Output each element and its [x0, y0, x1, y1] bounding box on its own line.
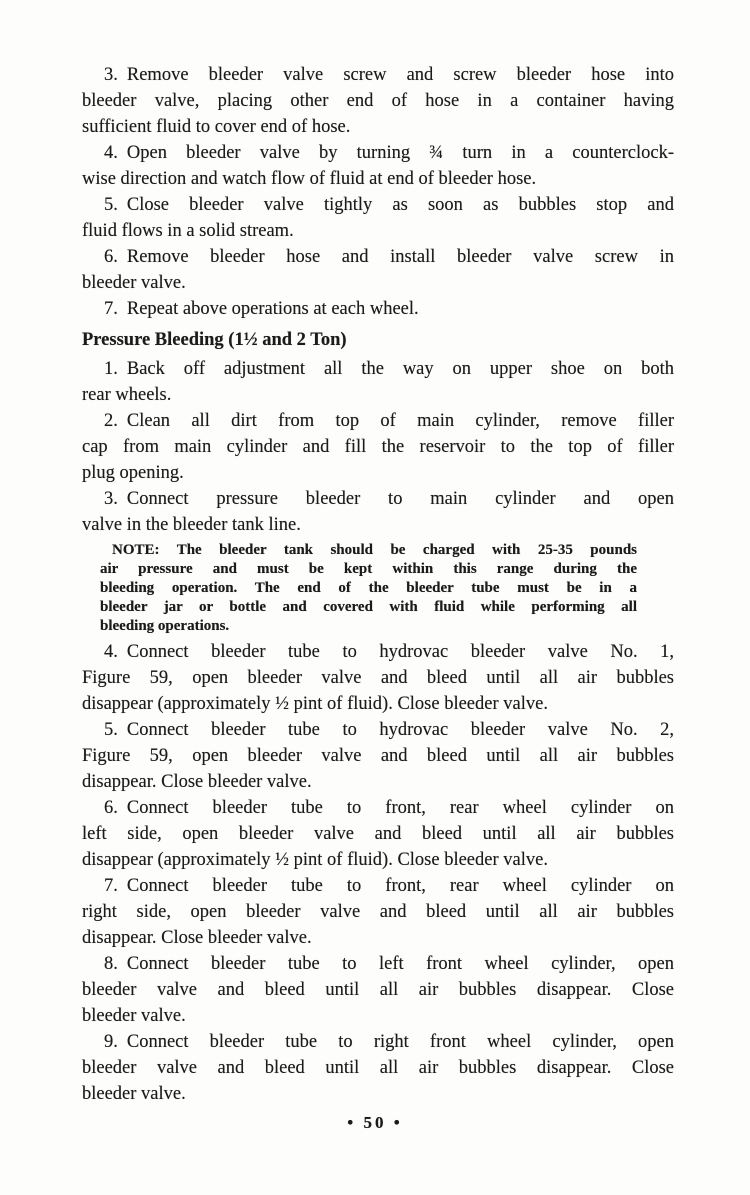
text-line: left side, open bleeder valve and bleed until all air bubbles: [82, 824, 674, 844]
text-line: plug opening.: [82, 463, 184, 483]
step-number: 5.: [104, 195, 118, 215]
text-line: 5. Connect bleeder tube to hydrovac bleeder valve No. 2,: [104, 720, 674, 740]
step-number: 6.: [104, 247, 118, 267]
text-line: 4. Connect bleeder tube to hydrovac bleeder valve No. 1,: [104, 642, 674, 662]
step-paragraph: [82, 795, 674, 873]
text-line: NOTE: The bleeder tank should be charged with 25-35 pounds: [112, 542, 637, 558]
text-line: disappear. Close bleeder valve.: [82, 772, 312, 792]
step-paragraph: [82, 717, 674, 795]
text-line: cap from main cylinder and fill the reservoir to the top of filler: [82, 437, 674, 457]
text-line: bleeder jar or bottle and covered with fluid while performing all: [100, 599, 637, 615]
page-number: • 50 •: [347, 1113, 403, 1132]
text-line: 7. Repeat above operations at each wheel.: [104, 299, 419, 319]
section-heading: [82, 327, 674, 353]
text-line: bleeding operations.: [100, 618, 230, 634]
step-paragraph: [82, 192, 674, 244]
text-line: 6. Connect bleeder tube to front, rear wheel cylinder on: [104, 798, 674, 818]
step-number: 6.: [104, 798, 118, 818]
text-line: air pressure and must be kept within this range during the: [100, 561, 637, 577]
text-line: 6. Remove bleeder hose and install bleeder valve screw in: [104, 247, 674, 267]
step-number: 8.: [104, 954, 118, 974]
step-paragraph: [82, 62, 674, 140]
step-number: 3.: [104, 489, 118, 509]
step-paragraph: [82, 873, 674, 951]
step-number: 3.: [104, 65, 118, 85]
text-line: Figure 59, open bleeder valve and bleed until all air bubbles: [82, 668, 674, 688]
step-paragraph: [82, 244, 674, 296]
text-line: 3. Connect pressure bleeder to main cylinder and open: [104, 489, 674, 509]
step-number: 7.: [104, 876, 118, 896]
text-line: disappear. Close bleeder valve.: [82, 928, 312, 948]
step-paragraph: [82, 951, 674, 1029]
text-line: disappear (approximately ½ pint of fluid). Close bleeder valve.: [82, 694, 548, 714]
step-paragraph: [82, 356, 674, 408]
text-line: 8. Connect bleeder tube to left front wheel cylinder, open: [104, 954, 674, 974]
text-line: bleeding operation. The end of the bleeder tube must be in a: [100, 580, 637, 596]
text-line: bleeder valve, placing other end of hose in a container having: [82, 91, 674, 111]
step-paragraph: [82, 296, 674, 322]
step-number: 4.: [104, 642, 118, 662]
step-paragraph: [82, 140, 674, 192]
page-body: [82, 62, 674, 1107]
text-line: sufficient fluid to cover end of hose.: [82, 117, 351, 137]
text-line: bleeder valve.: [82, 1006, 186, 1026]
step-number: 4.: [104, 143, 118, 163]
text-line: Pressure Bleeding (1½ and 2 Ton): [82, 330, 347, 350]
text-line: bleeder valve and bleed until all air bubbles disappear. Close: [82, 1058, 674, 1078]
step-number: 1.: [104, 359, 118, 379]
text-line: 2. Clean all dirt from top of main cylinder, remove filler: [104, 411, 674, 431]
text-line: wise direction and watch flow of fluid at end of bleeder hose.: [82, 169, 537, 189]
step-paragraph: [82, 486, 674, 538]
text-line: bleeder valve and bleed until all air bubbles disappear. Close: [82, 980, 674, 1000]
step-number: 7.: [104, 299, 118, 319]
text-line: 9. Connect bleeder tube to right front wheel cylinder, open: [104, 1032, 674, 1052]
step-paragraph: [82, 1029, 674, 1107]
text-line: disappear (approximately ½ pint of fluid). Close bleeder valve.: [82, 850, 548, 870]
text-line: 4. Open bleeder valve by turning ¾ turn in a counterclock-: [104, 143, 674, 163]
step-number: 5.: [104, 720, 118, 740]
note-block: [100, 541, 637, 636]
text-line: bleeder valve.: [82, 273, 186, 293]
text-line: rear wheels.: [82, 385, 172, 405]
text-line: Figure 59, open bleeder valve and bleed until all air bubbles: [82, 746, 674, 766]
text-line: 7. Connect bleeder tube to front, rear wheel cylinder on: [104, 876, 674, 896]
text-line: 5. Close bleeder valve tightly as soon as bubbles stop and: [104, 195, 674, 215]
text-line: valve in the bleeder tank line.: [82, 515, 301, 535]
text-line: right side, open bleeder valve and bleed until all air bubbles: [82, 902, 674, 922]
step-paragraph: [82, 639, 674, 717]
step-paragraph: [82, 408, 674, 486]
text-line: fluid flows in a solid stream.: [82, 221, 294, 241]
text-line: bleeder valve.: [82, 1084, 186, 1104]
step-number: 9.: [104, 1032, 118, 1052]
step-number: 2.: [104, 411, 118, 431]
text-line: 1. Back off adjustment all the way on upper shoe on both: [104, 359, 674, 379]
text-line: 3. Remove bleeder valve screw and screw bleeder hose into: [104, 65, 674, 85]
